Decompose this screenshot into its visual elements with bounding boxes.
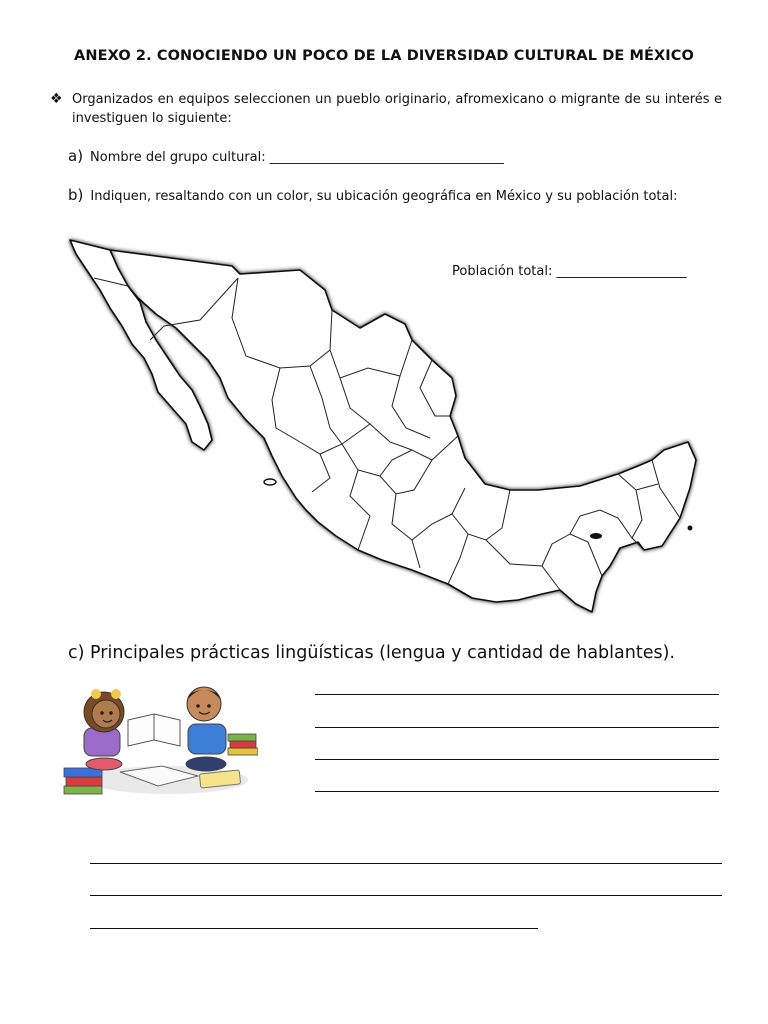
page-title: ANEXO 2. CONOCIENDO UN POCO DE LA DIVERSIDAD CULTURAL DE MÉXICO (74, 48, 694, 64)
answer-line-4[interactable] (315, 791, 719, 792)
instruction (50, 90, 722, 128)
answer-line-7[interactable] (90, 928, 538, 929)
answer-line-6[interactable] (90, 895, 722, 896)
item-a-text: Nombre del grupo cultural: ____________________________________ (90, 150, 504, 165)
answer-line-3[interactable] (315, 759, 719, 760)
mexico-map-icon (40, 228, 720, 620)
answer-line-1[interactable] (315, 694, 719, 695)
children-reading-icon (58, 680, 258, 802)
item-a (68, 147, 504, 165)
answer-line-5[interactable] (90, 863, 722, 864)
item-b-text: Indiquen, resaltando con un color, su ubicación geográfica en México y su población total: (90, 189, 678, 204)
population-field[interactable]: Población total: ____________________ (452, 264, 687, 279)
item-b (68, 186, 677, 204)
item-b-letter: b) (68, 186, 84, 204)
instruction-text: Organizados en equipos seleccionen un pueblo originario, afromexicano o migrante de su interés e investiguen lo siguiente: (72, 92, 722, 126)
diamond-bullet-icon: ❖ (50, 91, 63, 107)
answer-line-2[interactable] (315, 727, 719, 728)
item-a-letter: a) (68, 147, 84, 165)
item-c: c) Principales prácticas lingüísticas (lengua y cantidad de hablantes). (68, 643, 675, 663)
